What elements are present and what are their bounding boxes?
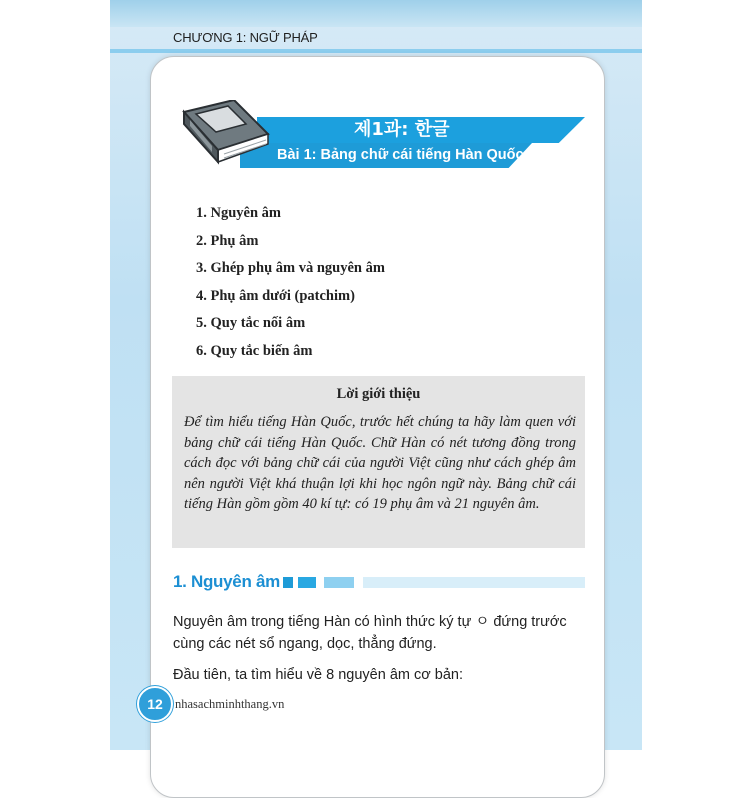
topic-item: 2. Phụ âm <box>196 232 259 249</box>
intro-title: Lời giới thiệu <box>336 386 421 402</box>
topic-list <box>196 202 385 368</box>
heading-decoration-bar <box>363 577 585 588</box>
topic-item: 4. Phụ âm dưới (patchim) <box>196 287 355 304</box>
book-icon <box>176 100 276 180</box>
header-rule <box>110 49 642 53</box>
lesson-title-vietnamese: Bài 1: Bảng chữ cái tiếng Hàn Quốc <box>277 147 524 163</box>
chapter-header: CHƯƠNG 1: NGỮ PHÁP <box>173 30 318 45</box>
topic-item: 1. Nguyên âm <box>196 205 281 221</box>
lesson-title-korean: 제1과: 한글 <box>354 119 450 140</box>
heading-decoration-block <box>283 577 293 588</box>
body-paragraph: Đầu tiên, ta tìm hiểu về 8 nguyên âm cơ bản: <box>173 667 464 683</box>
topic-item: 3. Ghép phụ âm và nguyên âm <box>196 260 385 277</box>
topic-item: 5. Quy tắc nối âm <box>196 315 306 332</box>
header-strip <box>110 0 642 27</box>
intro-box <box>172 376 585 548</box>
heading-decoration-block <box>324 577 354 588</box>
body-paragraph: Nguyên âm trong tiếng Hàn có hình thức ký tự ㅇ đứng trước cùng các nét sổ ngang, dọc, thẳng đứng. <box>173 614 567 652</box>
page-number-badge: 12 <box>137 686 173 722</box>
heading-decoration-block <box>298 577 316 588</box>
website-footer: nhasachminhthang.vn <box>175 697 285 711</box>
section-title: 1. Nguyên âm <box>173 572 280 591</box>
topic-item: 6. Quy tắc biến âm <box>196 342 313 359</box>
intro-text: Để tìm hiểu tiếng Hàn Quốc, trước hết chúng ta hãy làm quen với bảng chữ cái tiếng Hàn Quốc. Chữ Hàn có nét tương đồng trong cách đọc với bảng chữ cái của người Việt cũng như cách ghép âm nên người Việt khá thuận lợi khi học ngôn ngữ này. Bảng chữ cái tiếng Hàn gồm gồm 40 kí tự: có 19 phụ âm và 21 nguyên âm. <box>184 414 576 513</box>
